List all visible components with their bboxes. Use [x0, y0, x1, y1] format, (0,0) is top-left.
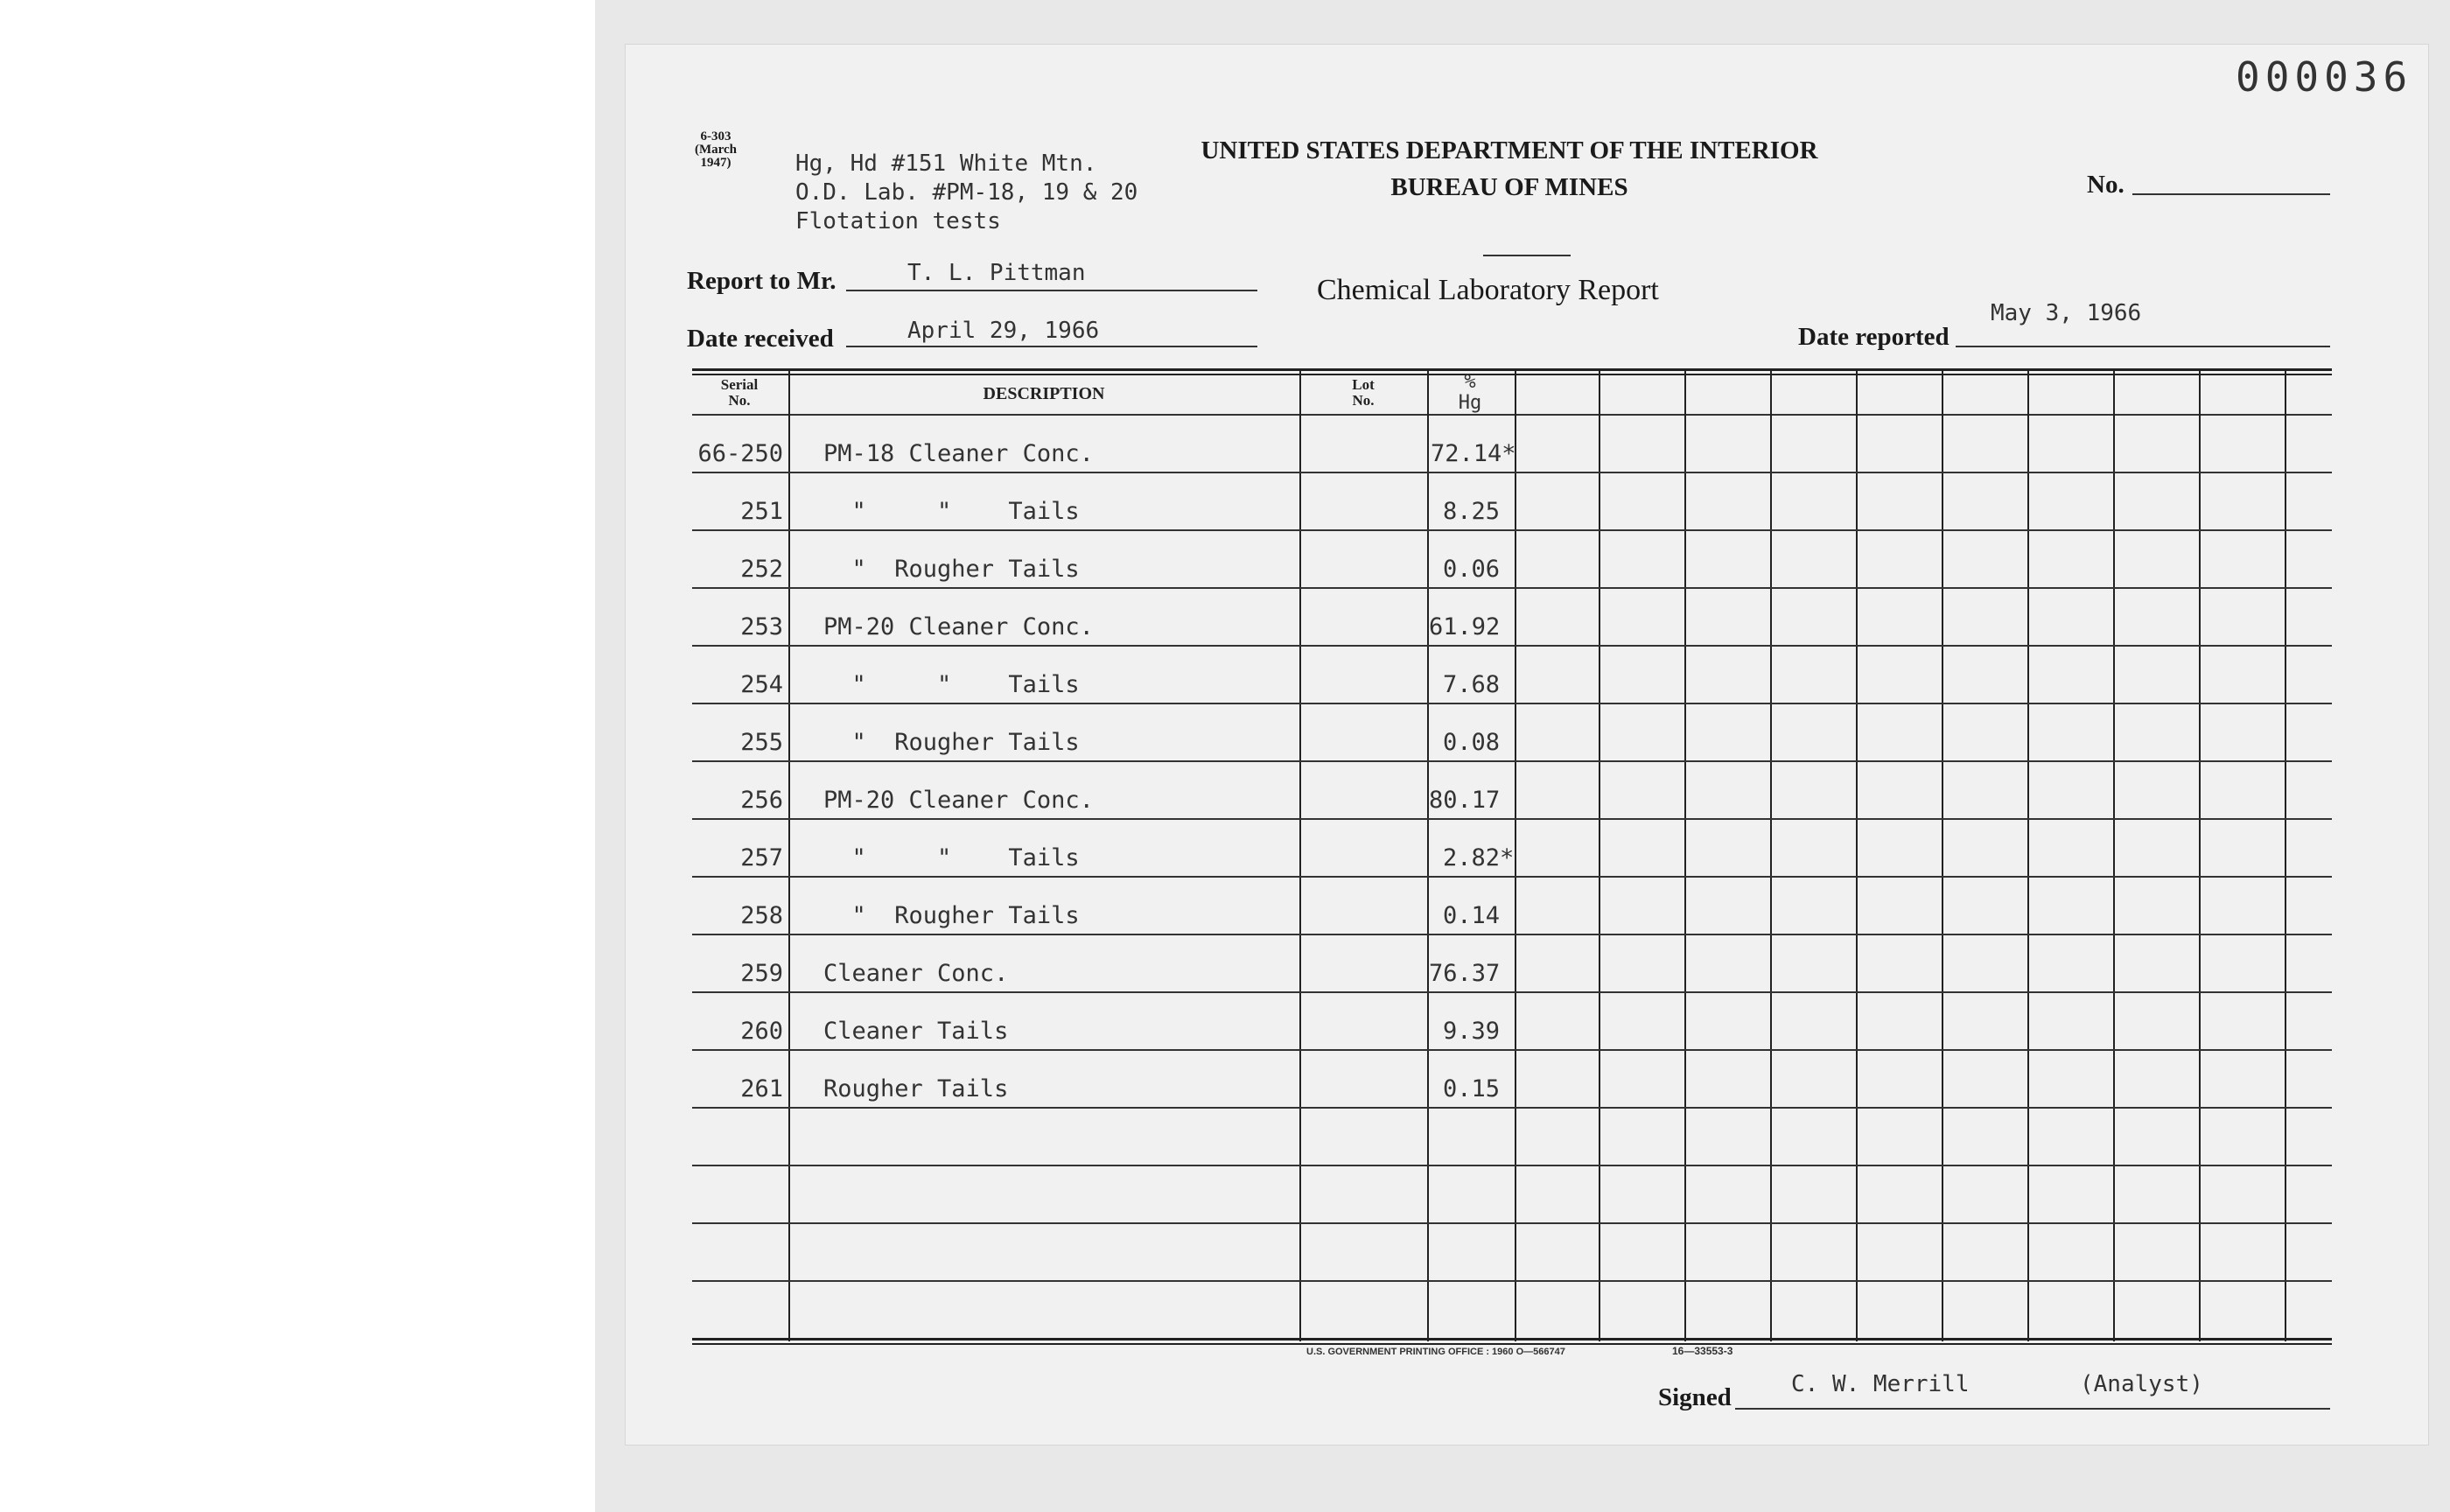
- serial-cell: 256: [740, 787, 783, 814]
- row-rule: [692, 760, 2332, 762]
- hg-cell: 0.06: [1443, 556, 1501, 583]
- col-divider: [1684, 370, 1686, 1341]
- description-cell: PM-20 Cleaner Conc.: [823, 787, 1094, 814]
- date-received-value: April 29, 1966: [907, 318, 1100, 344]
- hg-cell: 2.82*: [1443, 844, 1515, 872]
- hg-header-line2: Hg: [1458, 392, 1482, 414]
- col-divider: [2199, 370, 2201, 1341]
- col-divider: [1770, 370, 1772, 1341]
- hg-cell: 9.39: [1443, 1018, 1501, 1045]
- serial-cell: 251: [740, 498, 783, 525]
- row-rule: [692, 472, 2332, 473]
- description-cell: Cleaner Conc.: [823, 960, 1009, 987]
- column-header-hg: [1431, 372, 1509, 414]
- col-divider: [1427, 370, 1429, 1341]
- hg-cell: 7.68: [1443, 671, 1501, 698]
- column-header-serial: [696, 377, 783, 409]
- serial-cell: 255: [740, 729, 783, 756]
- report-title: Chemical Laboratory Report: [1317, 274, 1659, 306]
- col-divider: [1942, 370, 1943, 1341]
- left-margin: [0, 0, 595, 1512]
- stamp-number: 000036: [2236, 53, 2413, 101]
- date-reported-underline: [1956, 346, 2330, 347]
- serial-cell: 257: [740, 844, 783, 872]
- hg-cell: 0.14: [1443, 902, 1501, 929]
- report-to-value: T. L. Pittman: [907, 260, 1086, 286]
- hg-cell: 80.17: [1429, 787, 1501, 814]
- date-received-label: Date received: [687, 325, 834, 353]
- serial-cell: 253: [740, 613, 783, 640]
- date-reported-value: May 3, 1966: [1991, 300, 2142, 326]
- description-cell: Cleaner Tails: [823, 1018, 1009, 1045]
- signature-underline: [1735, 1408, 2330, 1410]
- no-underline: [2132, 193, 2330, 195]
- title-rule: [1483, 255, 1571, 256]
- row-rule: [692, 645, 2332, 647]
- form-number: 6-303: [700, 130, 732, 144]
- description-cell: " Rougher Tails: [823, 729, 1080, 756]
- department-heading: [1159, 132, 1859, 206]
- col-divider: [2113, 370, 2115, 1341]
- signed-label: Signed: [1658, 1383, 1732, 1411]
- lot-header-line1: Lot: [1352, 376, 1375, 393]
- report-to-label: Report to Mr.: [687, 267, 836, 295]
- date-reported-label: Date reported: [1798, 323, 1950, 351]
- form-code: 16—33553-3: [1672, 1345, 1733, 1357]
- description-cell: " Rougher Tails: [823, 556, 1080, 583]
- serial-cell: 261: [740, 1075, 783, 1102]
- hg-cell: 8.25: [1443, 498, 1501, 525]
- typed-header: [795, 150, 1138, 236]
- description-cell: Rougher Tails: [823, 1075, 1009, 1102]
- hg-header-line1: %: [1464, 371, 1476, 393]
- row-rule: [692, 991, 2332, 993]
- hg-cell: 0.15: [1443, 1075, 1501, 1102]
- serial-cell: 260: [740, 1018, 783, 1045]
- col-divider: [1299, 370, 1301, 1341]
- hg-cell: 0.08: [1443, 729, 1501, 756]
- row-rule: [692, 703, 2332, 704]
- lot-header-line2: No.: [1352, 392, 1375, 409]
- hg-cell: 76.37: [1429, 960, 1501, 987]
- row-rule: [692, 1165, 2332, 1166]
- printing-office-note: U.S. GOVERNMENT PRINTING OFFICE : 1960 O—566747: [1306, 1347, 1565, 1357]
- description-cell: PM-20 Cleaner Conc.: [823, 613, 1094, 640]
- header-rule: [692, 414, 2332, 416]
- typed-header-line1: Hg, Hd #151 White Mtn.: [795, 150, 1097, 177]
- serial-cell: 259: [740, 960, 783, 987]
- typed-header-line2: O.D. Lab. #PM-18, 19 & 20: [795, 179, 1138, 206]
- col-divider: [1515, 370, 1516, 1341]
- col-divider: [1599, 370, 1600, 1341]
- row-rule: [692, 1107, 2332, 1109]
- no-label: No.: [2087, 171, 2124, 199]
- serial-header-line2: No.: [728, 392, 751, 409]
- description-cell: " " Tails: [823, 498, 1080, 525]
- col-divider: [2285, 370, 2286, 1341]
- serial-cell: 258: [740, 902, 783, 929]
- bureau-name: BUREAU OF MINES: [1390, 173, 1628, 201]
- row-rule: [692, 529, 2332, 531]
- serial-cell: 252: [740, 556, 783, 583]
- typed-header-line3: Flotation tests: [795, 208, 1001, 234]
- table-top-rule: [692, 368, 2332, 371]
- table-top-rule-inner: [692, 374, 2332, 375]
- row-rule: [692, 1222, 2332, 1224]
- row-rule: [692, 934, 2332, 935]
- column-header-lot: [1303, 377, 1424, 409]
- form-number-block: [685, 130, 746, 170]
- description-cell: " " Tails: [823, 844, 1080, 872]
- row-rule: [692, 1049, 2332, 1051]
- column-header-description: DESCRIPTION: [983, 384, 1105, 403]
- row-rule: [692, 818, 2332, 820]
- analyst-label: (Analyst): [2080, 1371, 2203, 1397]
- col-divider: [1856, 370, 1858, 1341]
- form-date: (March 1947): [694, 143, 738, 170]
- table-bottom-rule: [692, 1338, 2332, 1340]
- serial-cell: 66-250: [697, 440, 783, 467]
- description-cell: PM-18 Cleaner Conc.: [823, 440, 1094, 467]
- report-sheet: [625, 44, 2429, 1446]
- table-bottom-rule-inner: [692, 1343, 2332, 1345]
- hg-cell: 72.14*: [1431, 440, 1516, 467]
- signed-name: C. W. Merrill: [1791, 1371, 1970, 1397]
- col-divider: [788, 370, 790, 1341]
- row-rule: [692, 587, 2332, 589]
- department-name: UNITED STATES DEPARTMENT OF THE INTERIOR: [1200, 136, 1818, 164]
- report-to-underline: [846, 290, 1257, 291]
- description-cell: " " Tails: [823, 671, 1080, 698]
- col-divider: [2027, 370, 2029, 1341]
- row-rule: [692, 876, 2332, 878]
- serial-cell: 254: [740, 671, 783, 698]
- date-received-underline: [846, 346, 1257, 347]
- serial-header-line1: Serial: [720, 376, 759, 393]
- description-cell: " Rougher Tails: [823, 902, 1080, 929]
- hg-cell: 61.92: [1429, 613, 1501, 640]
- row-rule: [692, 1280, 2332, 1282]
